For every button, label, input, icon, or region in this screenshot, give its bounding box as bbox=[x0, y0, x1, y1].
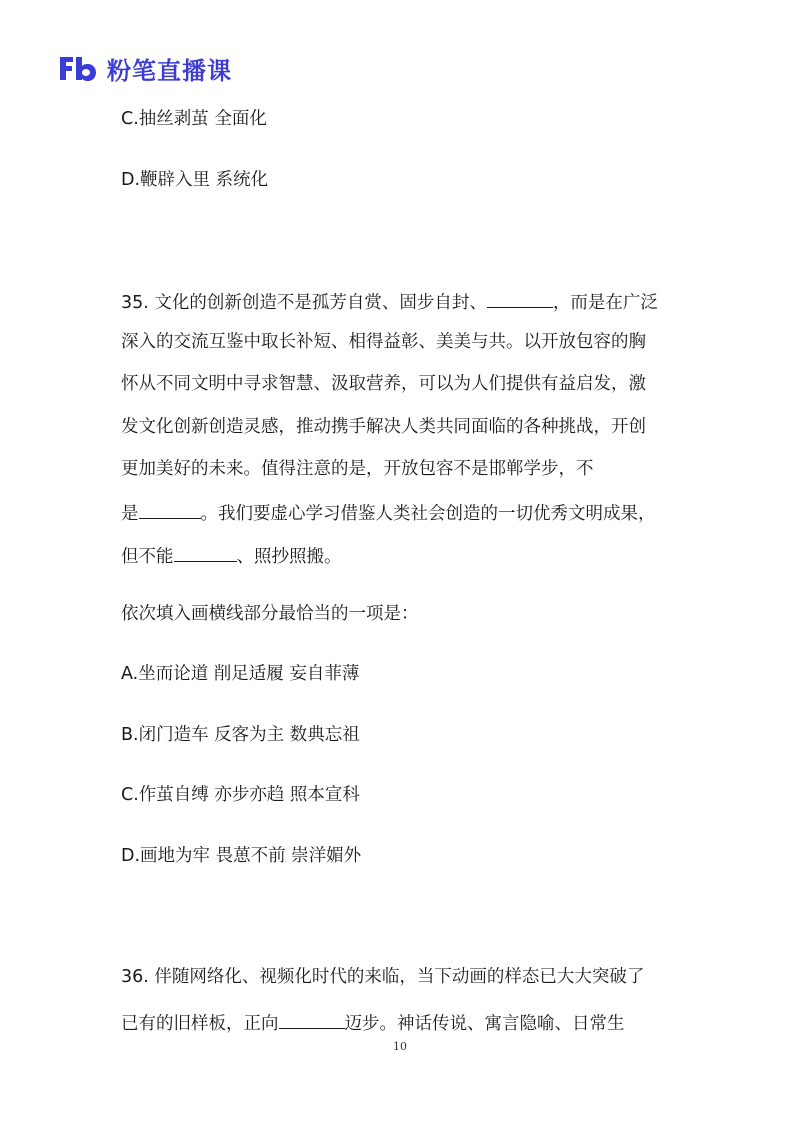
q35-line-1-end: ，而是在广泛 bbox=[552, 293, 658, 313]
page-header bbox=[57, 52, 232, 84]
brand-name: 粉笔直播课 bbox=[107, 56, 232, 85]
q35-line-7 bbox=[121, 546, 342, 567]
q35-line-7-start: 但不能 bbox=[121, 547, 174, 567]
q35-line-1 bbox=[121, 292, 658, 313]
q35-option-b: B.闭门造车 反客为主 数典忘祖 bbox=[121, 725, 360, 745]
q36-line-1: 36. 伴随网络化、视频化时代的来临，当下动画的样态已大大突破了 bbox=[121, 967, 645, 987]
q35-blank-2 bbox=[139, 503, 201, 519]
fenbi-logo-icon bbox=[57, 53, 99, 83]
q35-line-1-start: 35. 文化的创新创造不是孤芳自赏、固步自封、 bbox=[121, 293, 487, 313]
q35-line-6-end: 。我们要虚心学习借鉴人类社会创造的一切优秀文明成果， bbox=[200, 504, 656, 524]
q35-line-7-end: 、照抄照搬。 bbox=[236, 547, 342, 567]
q35-blank-1 bbox=[487, 292, 553, 308]
q35-option-c: C.作茧自缚 亦步亦趋 照本宣科 bbox=[121, 785, 360, 805]
q35-prompt: 依次填入画横线部分最恰当的一项是： bbox=[121, 604, 419, 624]
q35-blank-3 bbox=[174, 546, 237, 562]
q35-line-6 bbox=[121, 503, 656, 524]
q36-line-2-start: 已有的旧样板，正向 bbox=[121, 1014, 279, 1034]
q36-line-2 bbox=[121, 1013, 625, 1034]
q35-line-6-start: 是 bbox=[121, 504, 139, 524]
q36-line-2-end: 迈步。神话传说、寓言隐喻、日常生 bbox=[344, 1014, 625, 1034]
q35-line-2: 深入的交流互鉴中取长补短、相得益彰、美美与共。以开放包容的胸 bbox=[121, 332, 646, 352]
q34-option-c: C.抽丝剥茧 全面化 bbox=[121, 109, 267, 129]
q35-line-3: 怀从不同文明中寻求智慧、汲取营养，可以为人们提供有益启发，激 bbox=[121, 374, 646, 394]
q35-line-5: 更加美好的未来。值得注意的是，开放包容不是邯郸学步，不 bbox=[121, 459, 594, 479]
q35-option-d: D.画地为牢 畏葸不前 崇洋媚外 bbox=[121, 846, 362, 866]
page-number: 10 bbox=[393, 1040, 407, 1053]
q36-blank-1 bbox=[279, 1013, 345, 1029]
q34-option-d: D.鞭辟入里 系统化 bbox=[121, 170, 269, 190]
q35-option-a: A.坐而论道 削足适履 妄自菲薄 bbox=[121, 664, 360, 684]
q35-line-4: 发文化创新创造灵感，推动携手解决人类共同面临的各种挑战，开创 bbox=[121, 417, 646, 437]
